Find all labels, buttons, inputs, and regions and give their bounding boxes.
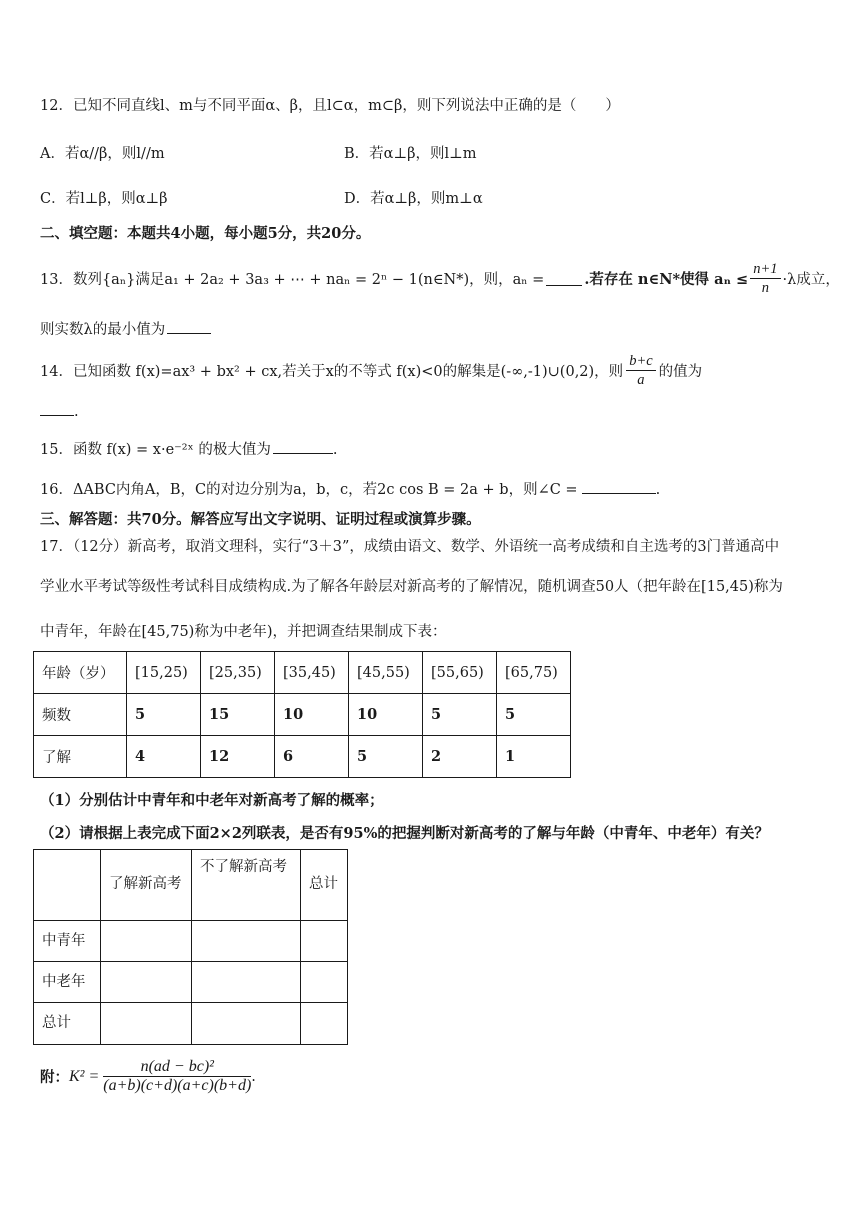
table-cell: 不了解新高考 [192,850,301,921]
table-cell: 5 [349,736,423,778]
q14-end: . [74,404,79,420]
table-row [34,1003,348,1045]
table-cell [192,1003,301,1045]
q12-stem: 12．已知不同直线l、m与不同平面α、β，且l⊂α，m⊂β，则下列说法中正确的是（ ） [40,98,620,114]
table-cell: [15,25) [127,652,201,694]
formula-lhs: K² = [69,1067,100,1085]
q13-line2 [40,318,211,339]
formula-end: . [251,1068,256,1085]
table-cell: 中老年 [34,962,101,1003]
q13-text-d: 则实数λ的最小值为 [40,322,166,338]
table-cell [301,1003,348,1045]
table-cell: 15 [201,694,275,736]
table-cell: 了解 [34,736,127,778]
formula-fraction [103,1058,251,1095]
q12-option-a: A．若α//β，则l//m [40,146,165,162]
q14-line2 [40,401,79,420]
q17-sub1: （1）分别估计中青年和中老年对新高考了解的概率； [40,792,384,809]
table-cell: [35,45) [275,652,349,694]
table-row [34,962,348,1003]
q13-answer-blank-2 [167,319,211,334]
table-cell: 频数 [34,694,127,736]
table-cell: 5 [127,694,201,736]
q17-sub2: （2）请根据上表完成下面2×2列联表，是否有95%的把握判断对新高考的了解与年龄（中青年、中老年）有关？ [40,825,769,842]
q12-option-b: B．若α⊥β，则l⊥m [344,146,477,162]
table-cell: 4 [127,736,201,778]
table-cell: 5 [423,694,497,736]
q13-fraction [750,260,780,297]
table-cell [101,1003,192,1045]
table-cell: 10 [349,694,423,736]
q14-fraction [626,352,655,389]
q15-text: 15．函数 f(x) = x·e⁻²ˣ 的极大值为 [40,442,271,458]
table-cell [192,921,301,962]
q13-text-a: 13．数列{aₙ}满足a₁ + 2a₂ + 3a₃ + ⋯ + naₙ = 2ⁿ − 1(n∈N*)，则，aₙ = [40,272,545,288]
age-frequency-table [33,651,571,778]
table-cell [101,962,192,1003]
contingency-table [33,849,348,1045]
table-cell [301,921,348,962]
table-row [34,652,571,694]
q12-option-c: C．若l⊥β，则α⊥β [40,191,168,207]
table-cell: 12 [201,736,275,778]
q13-line1 [40,260,840,297]
table-cell [192,962,301,1003]
q15-line [40,438,337,459]
q16-line [40,478,660,499]
table-cell: 总计 [34,1003,101,1045]
table-row [34,850,348,921]
table-cell [101,921,192,962]
q13-fraction-numerator: n+1 [750,260,780,279]
section-3-heading: 三、解答题：共70分。解答应写出文字说明、证明过程或演算步骤。 [40,511,481,528]
q17-line1: 17．（12分）新高考，取消文理科，实行“3＋3”，成绩由语文、数学、外语统一高考成绩和自主选考的3门普通高中 [40,539,780,555]
q14-text-a: 14．已知函数 f(x)=ax³ + bx² + cx,若关于x的不等式 f(x)<0的解集是(-∞,-1)∪(0,2)，则 [40,364,624,380]
q15-end: . [332,442,338,458]
table-cell: [45,55) [349,652,423,694]
q16-text: 16．ΔABC内角A，B，C的对边分别为a，b，c，若2c cos B = 2a + b，则∠C = [40,482,578,498]
table-cell: 5 [497,694,571,736]
q13-fraction-denominator: n [761,280,769,296]
q13-text-c: ·λ成立， [782,272,840,288]
table-cell: 10 [275,694,349,736]
q13-answer-blank-1 [546,271,582,286]
formula-prefix: 附： [40,1069,69,1086]
table-cell: 1 [497,736,571,778]
q14-line1 [40,352,702,389]
q16-answer-blank [582,479,656,494]
table-cell: 年龄（岁） [34,652,127,694]
q17-line3: 中青年，年龄在[45,75)称为中老年)，并把调查结果制成下表： [40,624,447,640]
table-cell: 了解新高考 [101,850,192,921]
table-row [34,736,571,778]
q15-answer-blank [273,439,333,454]
q14-answer-blank [40,401,74,416]
q16-end: . [655,482,661,498]
q14-fraction-denominator: a [637,372,645,388]
table-cell: [55,65) [423,652,497,694]
table-cell [301,962,348,1003]
table-cell [34,850,101,921]
q17-line2: 学业水平考试等级性考试科目成绩构成.为了解各年龄层对新高考的了解情况，随机调查50人（把年龄在[15,45)称为 [40,579,783,595]
formula-numerator: n(ad − bc)² [103,1058,251,1077]
table-cell: 2 [423,736,497,778]
k-squared-formula [40,1058,256,1095]
table-cell: [25,35) [201,652,275,694]
table-row [34,921,348,962]
q14-text-b: 的值为 [658,364,703,380]
table-row [34,694,571,736]
table-cell: 中青年 [34,921,101,962]
table-cell: 总计 [301,850,348,921]
table-cell: [65,75) [497,652,571,694]
table-cell: 6 [275,736,349,778]
q14-fraction-numerator: b+c [626,352,655,371]
q13-text-b: .若存在 n∈N*使得 aₙ ≤ [584,271,749,288]
section-2-heading: 二、填空题：本题共4小题，每小题5分，共20分。 [40,225,371,242]
q12-option-d: D．若α⊥β，则m⊥α [344,191,483,207]
formula-denominator: (a+b)(c+d)(a+c)(b+d) [103,1077,252,1094]
